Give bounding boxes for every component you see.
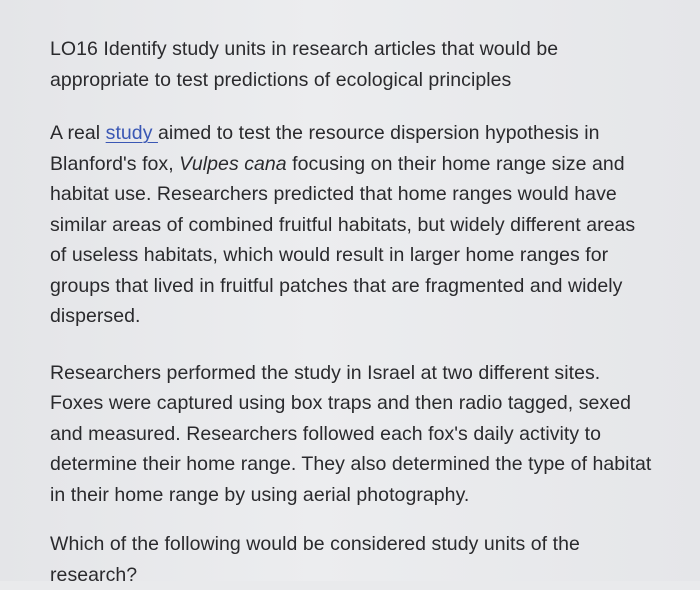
learning-objective: LO16 Identify study units in research articles that would be appropriate to test predictions of ecological principles [50,38,559,91]
paragraph-text-after-species: focusing on their home range size and habitat use. Researchers predicted that home ranges would have similar areas of combined fruitful habitats, but widely different areas of useless habitats, which would result in larger home ranges for groups that lived in fruitful patches that are fragmented and widely dispersed. [50,152,636,327]
question-text: Which of the following would be considered study units of the research? [50,533,580,586]
paragraph-text-before-link: A real [50,122,106,144]
methods-paragraph: Researchers performed the study in Israel at two different sites. Foxes were captured using box traps and then radio tagged, sexed and measured. Researchers followed each fox's daily activity to determine their home range. They also determined the type of habitat in their home range by using aerial photography. [50,361,652,506]
paragraph-text-after-link: aimed to test the resource dispersion hypothesis in Blanford's fox, [50,122,600,175]
study-link[interactable]: study [105,122,158,144]
species-name: Vulpes cana [179,152,287,175]
study-description-paragraph [50,118,656,332]
